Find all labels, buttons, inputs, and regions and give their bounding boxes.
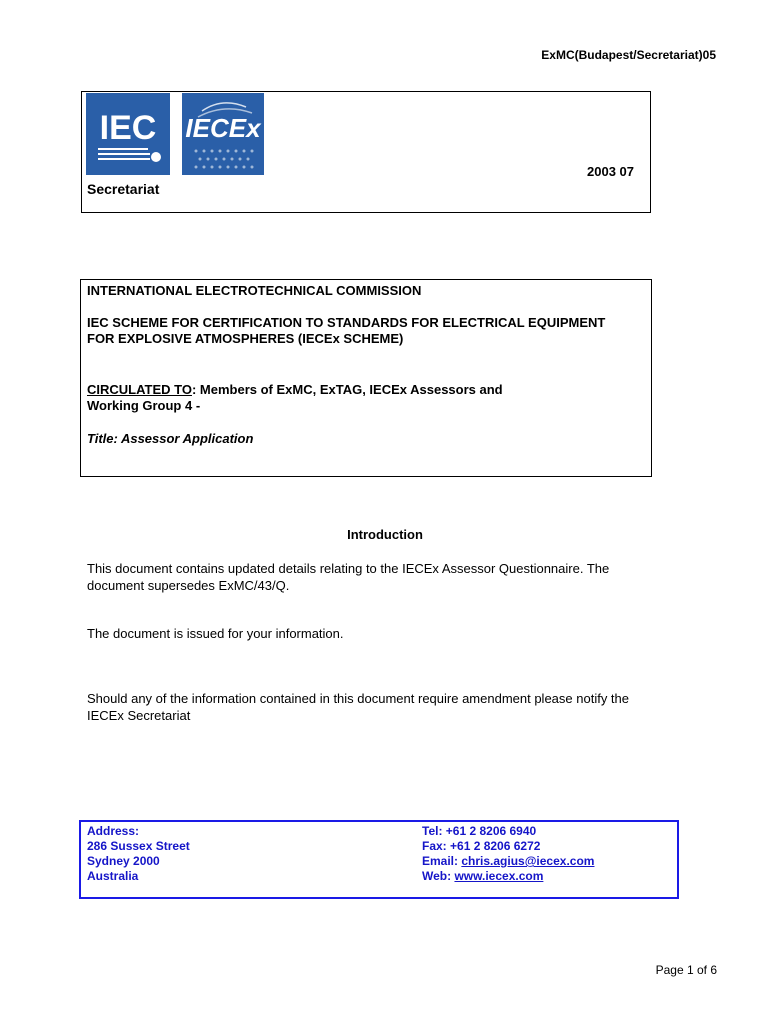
paragraph-3 (87, 690, 629, 724)
paragraph-1 (87, 560, 609, 594)
page-number: Page 1 of 6 (655, 963, 717, 977)
circulated-label: CIRCULATED TO (87, 382, 192, 397)
circulated-to (87, 382, 645, 398)
telephone: Tel: +61 2 8206 6940 (422, 824, 537, 838)
document-title: Title: Assessor Application (87, 431, 254, 446)
iecex-logo (182, 93, 264, 175)
scheme-line-2: FOR EXPLOSIVE ATMOSPHERES (IECEx SCHEME) (87, 331, 404, 346)
email-link[interactable]: chris.agius@iecex.com (461, 854, 595, 868)
header-box (81, 91, 651, 213)
address-label: Address: (87, 824, 140, 838)
scheme-line-1: IEC SCHEME FOR CERTIFICATION TO STANDARDS FOR ELECTRICAL EQUIPMENT (87, 315, 606, 330)
contact-box (79, 820, 679, 899)
circulated-line-1: : Members of ExMC, ExTAG, IECEx Assessors and (191, 382, 503, 397)
paragraph-1-line-2: document supersedes ExMC/43/Q. (87, 578, 290, 593)
organization-name: INTERNATIONAL ELECTROTECHNICAL COMMISSION (87, 283, 422, 298)
fax: Fax: +61 2 8206 6272 (422, 839, 541, 853)
paragraph-1-line-1: This document contains updated details relating to the IECEx Assessor Questionnaire. The (87, 561, 610, 576)
iec-logo (86, 93, 170, 175)
contact-column (422, 824, 594, 884)
introduction-heading: Introduction (347, 527, 423, 542)
scheme-info-box (80, 279, 652, 477)
web-row (422, 869, 594, 884)
address-country: Australia (87, 869, 139, 883)
address-street: 286 Sussex Street (87, 839, 190, 853)
paragraph-3-line-2: IECEx Secretariat (87, 708, 191, 723)
document-reference: ExMC(Budapest/Secretariat)05 (541, 48, 716, 62)
address-column (87, 824, 190, 884)
iec-logo-text: IEC (99, 109, 157, 147)
document-date: 2003 07 (587, 164, 634, 179)
web-link[interactable]: www.iecex.com (454, 869, 544, 883)
paragraph-3-line-1: Should any of the information contained in this document require amendment please notify the (87, 691, 630, 706)
web-label: Web: (422, 869, 455, 883)
paragraph-2: The document is issued for your information. (87, 626, 344, 641)
circulated-line-2: Working Group 4 - (87, 398, 201, 413)
email-label: Email: (422, 854, 462, 868)
iecex-logo-text: IECEx (185, 113, 261, 143)
secretariat-label: Secretariat (87, 181, 160, 197)
address-city: Sydney 2000 (87, 854, 160, 868)
email-row (422, 854, 594, 869)
